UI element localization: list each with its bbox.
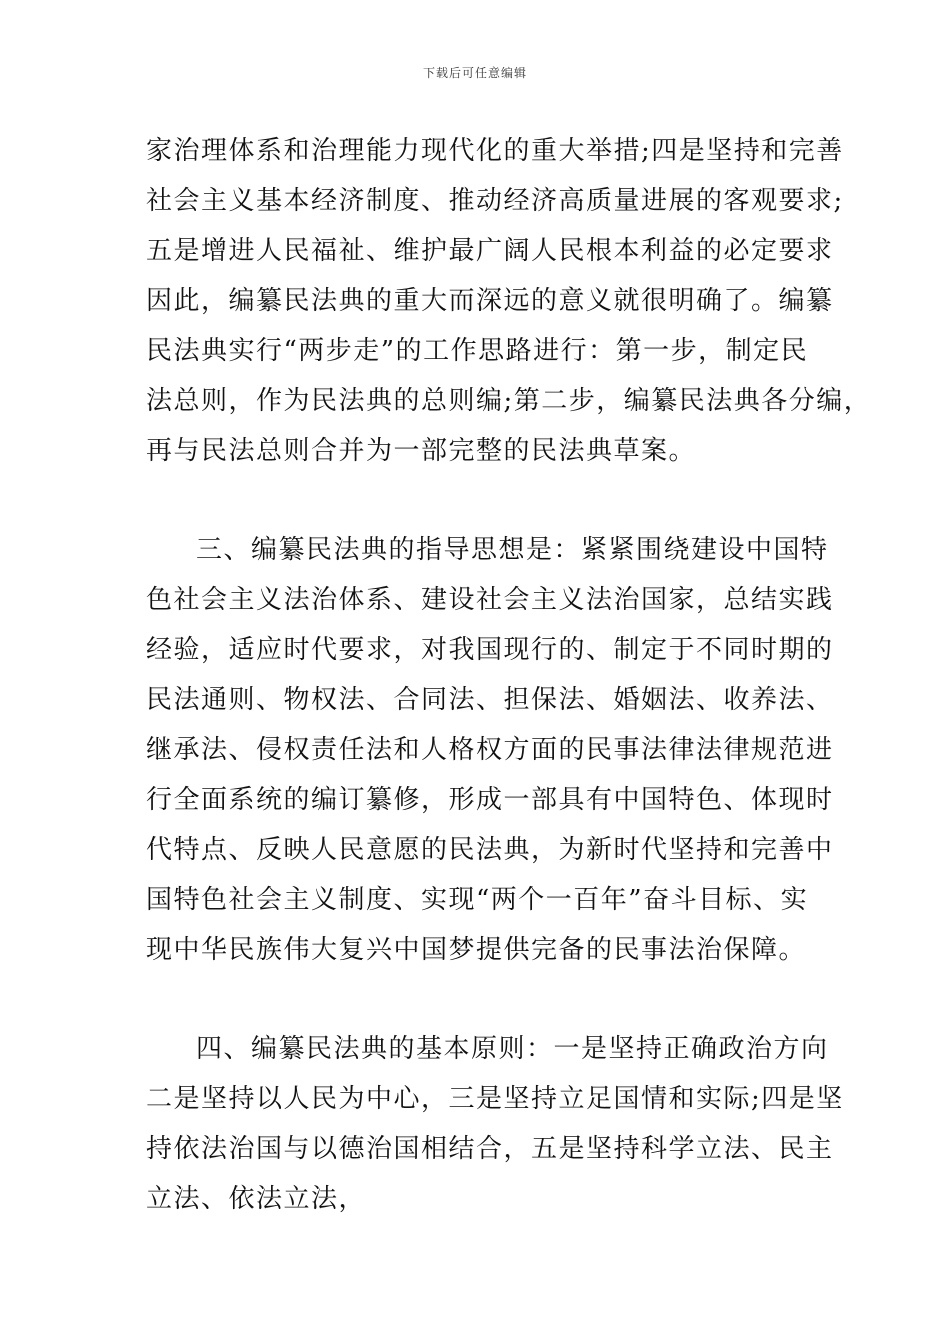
text-line: 经验，适应时代要求，对我国现行的、制定于不同时期的 <box>146 635 834 665</box>
text-line: 代特点、反映人民意愿的民法典，为新时代坚持和完善中 <box>146 835 834 865</box>
text-line: 法总则，作为民法典的总则编;第二步，编纂民法典各分编， <box>146 386 872 416</box>
text-line: 国特色社会主义制度、实现“两个一百年”奋斗目标、实 <box>146 885 809 915</box>
text-line: 行全面系统的编订纂修，形成一部具有中国特色、体现时 <box>146 785 834 815</box>
text-line: 持依法治国与以德治国相结合，五是坚持科学立法、民主 <box>146 1134 834 1164</box>
page-header: 下载后可任意编辑 <box>422 66 527 80</box>
text-line: 三、编纂民法典的指导思想是：紧紧围绕建设中国特 <box>196 535 829 565</box>
text-line: 五是增进人民福祉、维护最广阔人民根本利益的必定要求 <box>146 236 834 266</box>
text-line: 社会主义基本经济制度、推动经济高质量进展的客观要求; <box>146 186 844 216</box>
text-line: 二是坚持以人民为中心，三是坚持立足国情和实际;四是坚 <box>146 1084 844 1114</box>
text-line: 立法、依法立法， <box>146 1184 367 1214</box>
text-line: 继承法、侵权责任法和人格权方面的民事法律法律规范进 <box>146 735 834 765</box>
text-line: 再与民法总则合并为一部完整的民法典草案。 <box>146 436 697 466</box>
text-line: 现中华民族伟大复兴中国梦提供完备的民事法治保障。 <box>146 935 807 965</box>
text-line: 四、编纂民法典的基本原则：一是坚持正确政治方向 <box>196 1034 829 1064</box>
text-line: 色社会主义法治体系、建设社会主义法治国家，总结实践 <box>146 585 834 615</box>
text-line: 民法通则、物权法、合同法、担保法、婚姻法、收养法、 <box>146 685 834 715</box>
text-line: 家治理体系和治理能力现代化的重大举措;四是坚持和完善 <box>146 136 844 166</box>
text-line: 因此，编纂民法典的重大而深远的意义就很明确了。编纂 <box>146 286 834 316</box>
text-line: 民法典实行“两步走”的工作思路进行：第一步，制定民 <box>146 336 809 366</box>
